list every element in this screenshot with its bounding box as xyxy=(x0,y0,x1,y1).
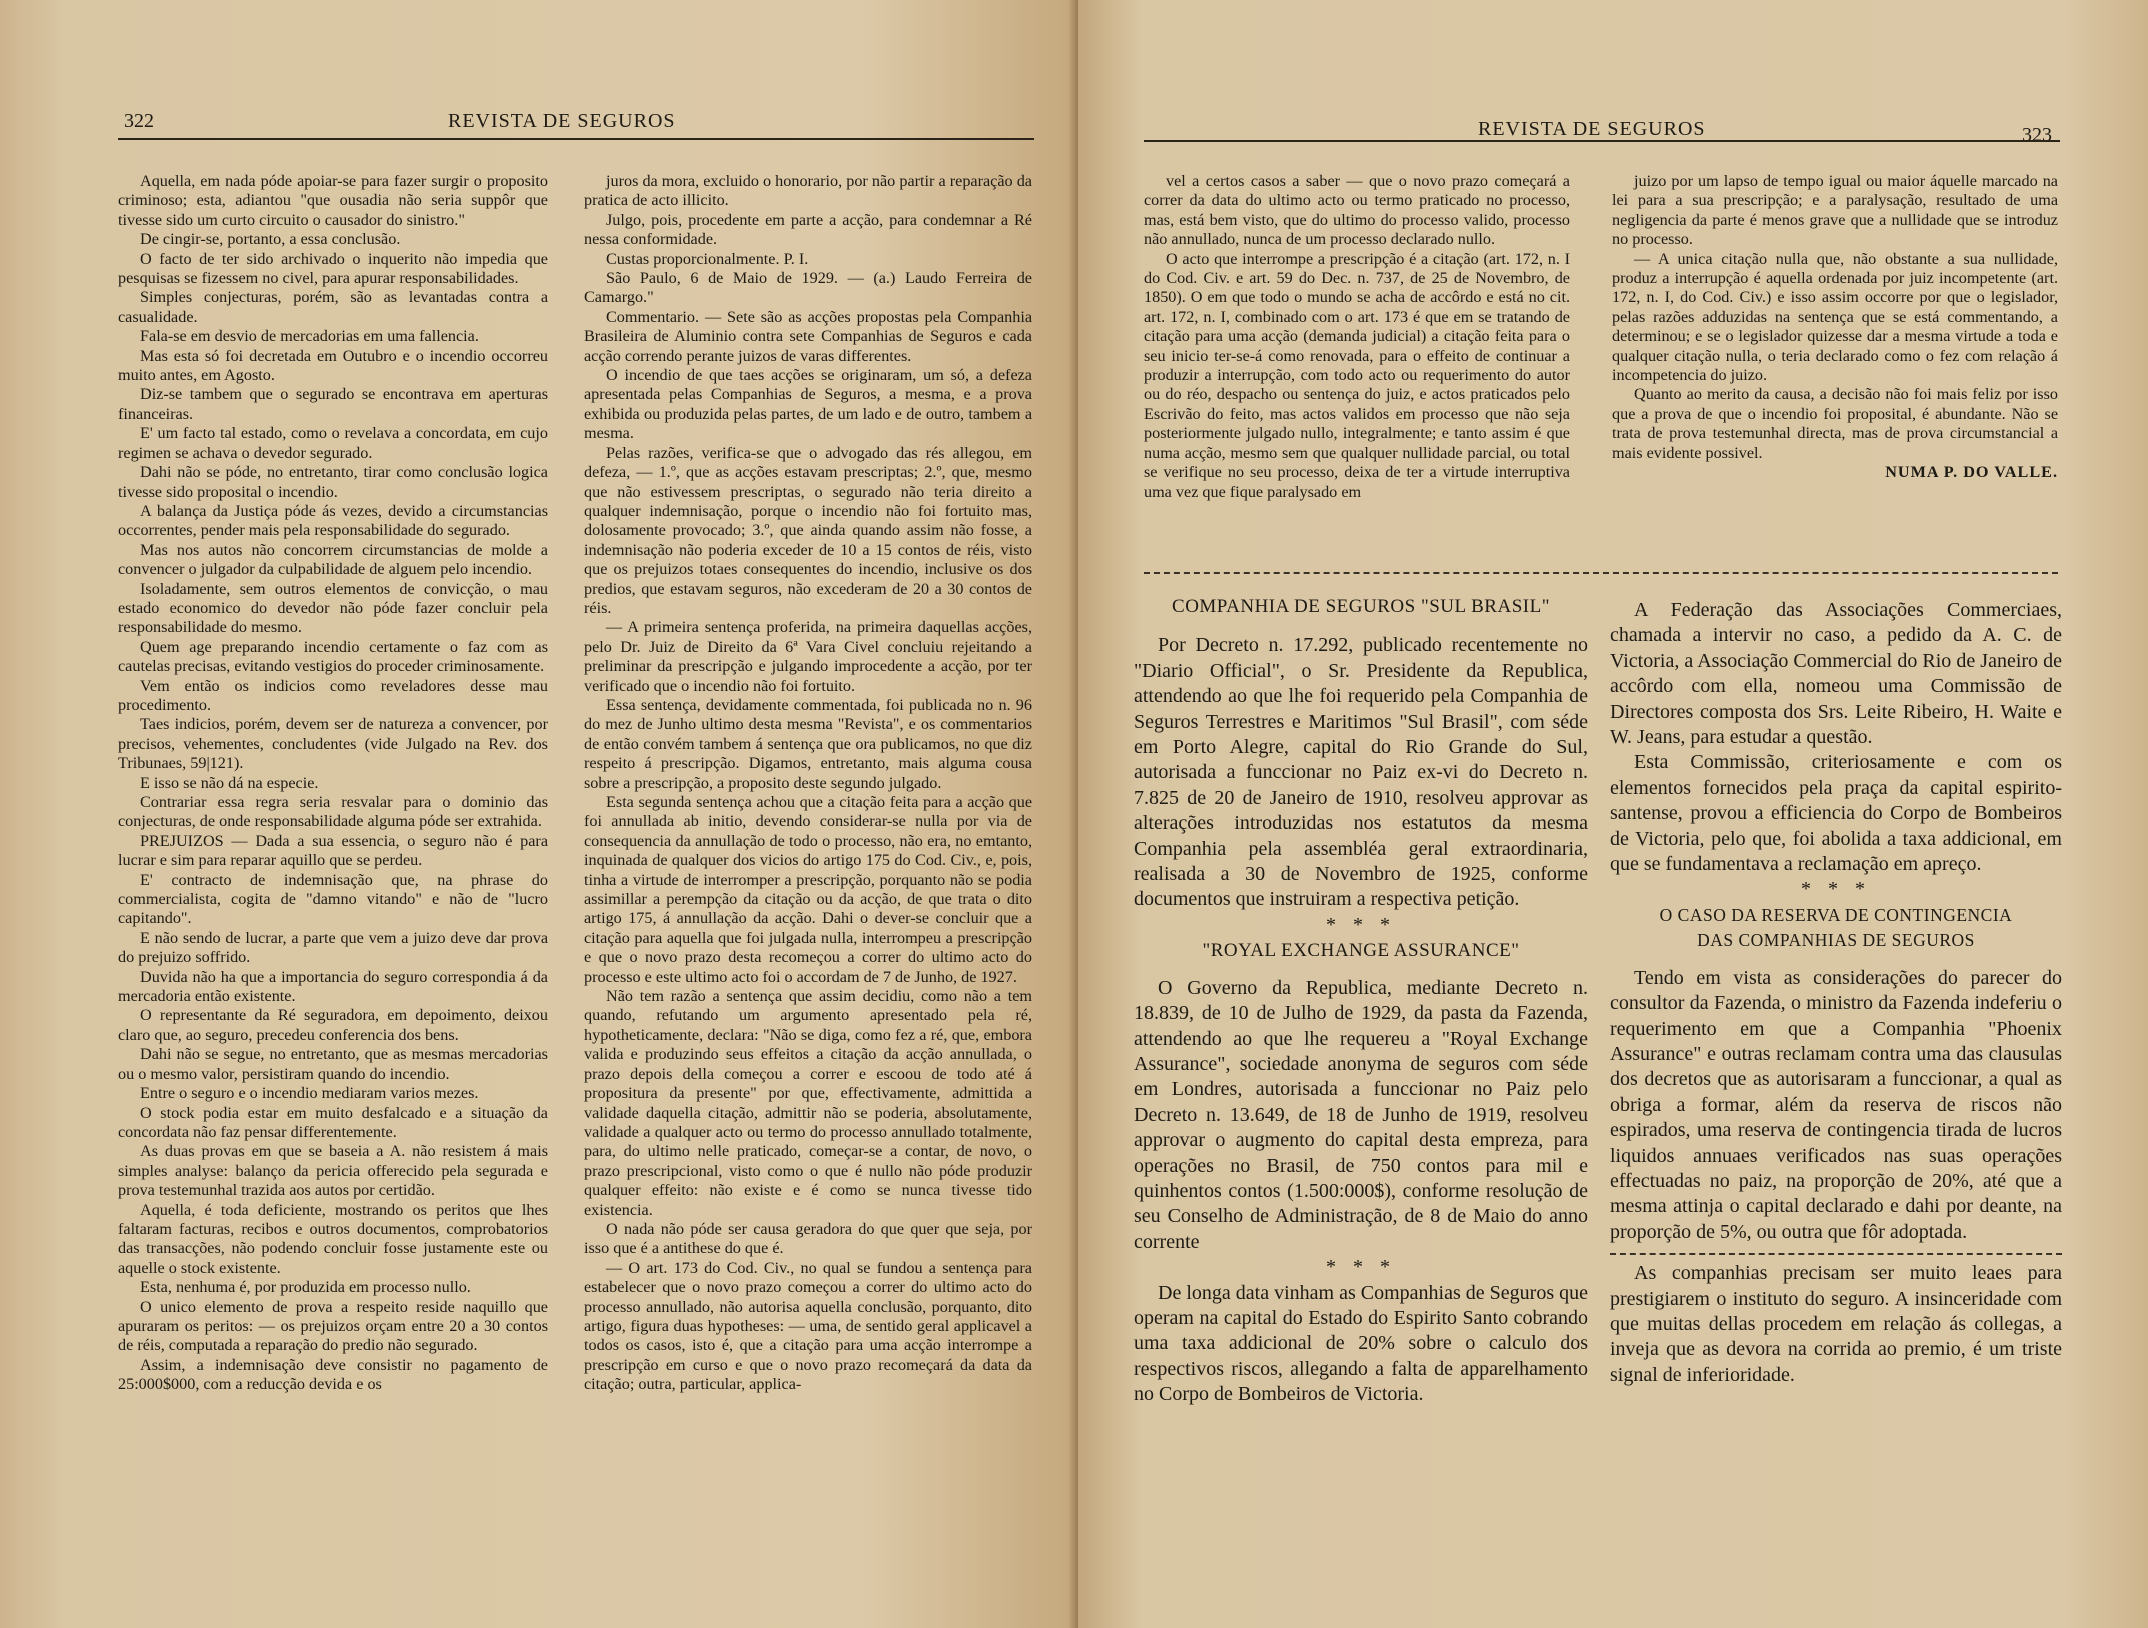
left-col1-paragraph: As duas provas em que se baseia a A. não resistem á mais simples analyse: balanço da pericia offerecido pela segurada e prova testemunhal trazida aos autos por certidão. xyxy=(118,1142,548,1200)
left-col1-paragraph: Mas esta só foi decretada em Outubro e o incendio occorreu muito antes, em Agosto. xyxy=(118,346,548,385)
reserva-text: Tendo em vista as considerações do parecer do consultor da Fazenda, o ministro da Fazenda indeferiu o requerimento em que a Companhia "Phoenix Assurance" e outras reclamam contra uma das clausulas dos decretos que as autorisaram a funccionar, a qual as obriga a formar, além da reserva de riscos não espirados, uma reserva de contingencia tirada de lucros liquidos annuaes verificados nas suas operações effectuadas no paiz, na proporção de 20%, até que a mesma attinja o capital declarado e dahi por deante, na proporção de 5%, ou outra que fôr adoptada. xyxy=(1610,966,2062,1243)
left-column-1 xyxy=(118,172,548,1582)
left-col1-paragraph: O stock podia estar em muito desfalcado e a situação da concordata não faz pensar differentemente. xyxy=(118,1103,548,1141)
left-col1-paragraph: Dahi não se póde, no entretanto, tirar como conclusão logica tivesse sido proposital o incendio. xyxy=(118,463,548,501)
left-col2-paragraph: — O art. 173 do Cod. Civ., no qual se fundou a sentença para estabelecer que o novo prazo começou a correr do ultimo acto do processo annullado, não autorisa aquella conclusão, porquanto, dito artigo, figura duas hypotheses: — uma, de sentido geral applicavel a todos os casos, isto é, que a citação para uma acção interrompe a prescripção em curso e que o novo prazo recomeçará da data da citação; outra, particular, applica- xyxy=(584,1258,1032,1394)
left-col1-paragraph: Duvida não ha que a importancia do seguro correspondia á da mercadoria então existente. xyxy=(118,967,548,1006)
left-col1-paragraph: Dahi não se segue, no entretanto, que as mesmas mercadorias ou o mesmo valor, persistiram quando do incendio. xyxy=(118,1045,548,1083)
right-top-col1-paragraph: O acto que interrompe a prescripção é a citação (art. 172, n. I do Cod. Civ. e art. 59 do Dec. n. 737, de 25 de Novembro, de 1850). O em que todo o mundo se acha de accôrdo e está no cit. art. 172, n. I, combinado com o art. 173 é que em se tratando de citação para uma acção (demanda judicial) a citação feita para o seu inicio ter-se-á como renovada, para o effeito de continuar a produzir a interrupção, com todo acto ou requerimento do autor ou do réo, despacho ou sentença do juiz, e actos praticados pelo Escrivão do feito, mas actos validos em processo que não seja posteriormente julgado nullo, integralmente; e tanto assim é que numa acção, mesmo sem que qualquer nullidade parcial, ou total se verifique no seu processo, deixa de ter a virtude interruptiva uma vez que fique paralysado em xyxy=(1144,249,1570,501)
royal-exchange-text: O Governo da Republica, mediante Decreto n. 18.839, de 10 de Julho de 1929, da pasta da Fazenda, attendendo ao que lhe requereu a "Royal Exchange Assurance", sociedade anonyma de seguros com séde em Londres, autorisada a funccionar no Paiz pelo Decreto n. 13.649, de 18 de Junho de 1919, resolveu approvar o augmento do capital desta empreza, para operações no Brasil, de 750 contos para mil e quinhentos contos (1.500:000$), conforme resolução de seu Conselho de Administração, de 8 de Maio do anno corrente xyxy=(1134,976,1588,1253)
left-col1-paragraph: PREJUIZOS — Dada a sua essencia, o seguro não é para lucrar e sim para reparar aquillo que se perdeu. xyxy=(118,831,548,870)
left-col1-paragraph: Entre o seguro e o incendio mediaram varios mezes. xyxy=(140,1084,479,1103)
left-col1-paragraph: O facto de ter sido archivado o inquerito não impedia que pesquisas se fizessem no civel, para apurar responsabilidades. xyxy=(118,249,548,288)
left-col2-paragraph: Essa sentença, devidamente commentada, foi publicada no n. 96 do mez de Junho ultimo desta mesma "Revista", e os commentarios de então convém tambem á sentença que ora publicamos, no que diz respeito á prescripção. Digamos, entretanto, mais alguma cousa sobre a prescripção, a proposito deste segundo julgado. xyxy=(584,695,1032,792)
left-col2-paragraph: O nada não póde ser causa geradora do que quer que seja, por isso que é a antithese do que é. xyxy=(584,1219,1032,1258)
right-top-col1-paragraph: vel a certos casos a saber — que o novo prazo começará a correr da data do ultimo acto ou termo praticado no processo, mas, está bem visto, que do ultimo do processo valido, processo não annullado, nunca de um processo declarado nullo. xyxy=(1144,172,1570,249)
right-top-column-2 xyxy=(1612,172,2058,556)
left-col1-paragraph: Aquella, em nada póde apoiar-se para fazer surgir o proposito criminoso; esta, adiantou "que ousadia não seria suppôr que tivesse sido um curto circuito o causador do sinistro." xyxy=(118,172,548,229)
right-page xyxy=(1078,0,2148,1628)
running-head-right: REVISTA DE SEGUROS xyxy=(1478,118,1706,140)
right-bottom-column-2 xyxy=(1610,598,2062,1604)
closing-text: As companhias precisam ser muito leaes para prestigiarem o instituto do seguro. A insinceridade com que muitas dellas procedem em relação ás collegas, a inveja que as devora na corrida ao premio, é um triste signal de inferioridade. xyxy=(1610,1262,2062,1386)
left-col1-paragraph: Fala-se em desvio de mercadorias em uma fallencia. xyxy=(140,327,479,346)
espirito-santo-text: De longa data vinham as Companhias de Seguros que operam na capital do Estado do Espirito Santo cobrando uma taxa addicional de 20% sobre o calculo dos respectivos riscos, allegando a falta de apparelhamento no Corpo de Bombeiros de Victoria. xyxy=(1134,1281,1588,1406)
running-head-left: REVISTA DE SEGUROS xyxy=(448,110,676,132)
right-top-column-1 xyxy=(1144,172,1570,534)
left-col1-paragraph: Simples conjecturas, porém, são as levantadas contra a casualidade. xyxy=(118,288,548,326)
left-col2-paragraph: Custas proporcionalmente. P. I. xyxy=(606,249,809,268)
left-col1-paragraph: E' um facto tal estado, como o revelava a concordata, em cujo regimen se achava o devedor segurado. xyxy=(118,424,548,462)
reserva-heading-line-2: DAS COMPANHIAS DE SEGUROS xyxy=(1697,930,1975,951)
left-col1-paragraph: Esta, nenhuma é, por produzida em processo nullo. xyxy=(140,1278,471,1297)
left-col1-paragraph: Aquella, é toda deficiente, mostrando os peritos que lhes faltaram facturas, recibos e outros documentos, comprobatorios das transacções, não podendo concluir fosse justamente este ou aquelle o stock existente. xyxy=(118,1200,548,1277)
left-col1-paragraph: E isso se não dá na especie. xyxy=(140,773,319,792)
right-top-col2-paragraph: — A unica citação nulla que, não obstante a sua nullidade, produz a interrupção é aquella ordenada por juiz incompetente (art. 172, n. I, do Cod. Civ.) e isso assim occorre por que o legislador, pelas razões adduzidas na sentença que se está commentando, a determinou; e se o legislador quizesse dar a mesma virtude a toda e qualquer citação nulla, o teria declarado como o fez com relação á incompetencia do juizo. xyxy=(1612,249,2058,385)
reserva-heading-line-1: O CASO DA RESERVA DE CONTINGENCIA xyxy=(1659,904,2013,925)
header-rule-right xyxy=(1144,140,2060,142)
left-col1-paragraph: Taes indicios, porém, devem ser de natureza a convencer, por precisos, vehementes, concludentes (vide Julgado na Rev. dos Tribunaes, 59|121). xyxy=(118,715,548,773)
left-col2-paragraph: Julgo, pois, procedente em parte a acção, para condemnar a Ré nessa conformidade. xyxy=(584,210,1032,249)
left-col2-paragraph: Esta segunda sentença achou que a citação feita para a acção que foi annullada ab initio, devendo considerar-se nulla por via de consequencia da annullação de todo o processo, não era, no emtanto, inquinada de qualquer dos vicios do artigo 175 do Cod. Civ., e, pois, tinha a virtude de interromper a prescripção, porquanto não se podia assimillar a perempção da citação ou da acção, de que trata o dito artigo 175, á annullação da acção. Dahi o dever-se concluir que a citação para aquella que foi julgada nulla, interrompeu a prescripção e que o novo prazo desta recomeçou a correr do ultimo acto do processo e este ultimo acto foi o accordam de 7 de Junho, de 1927. xyxy=(584,793,1032,986)
right-bottom-column-1 xyxy=(1134,594,1588,1604)
signature: NUMA P. DO VALLE. xyxy=(1885,463,2058,482)
left-col1-paragraph: O unico elemento de prova a respeito reside naquillo que apuraram os peritos: — os prejuizos orçam entre 20 a 30 contos de réis, computada a reparação do predio não segurado. xyxy=(118,1297,548,1355)
left-col1-paragraph: Assim, a indemnisação deve consistir no pagamento de 25:000$000, com a reducção devida e os xyxy=(118,1355,548,1394)
left-col2-paragraph: juros da mora, excluido o honorario, por não partir a reparação da pratica de acto illicito. xyxy=(584,172,1032,210)
left-col1-paragraph: Isoladamente, sem outros elementos de convicção, o mau estado economico do devedor não póde fazer concluir pela responsabilidade do mesmo. xyxy=(118,579,548,637)
right-top-col2-paragraph: Quanto ao merito da causa, a decisão não foi mais feliz por isso que a prova de que o incendio foi proposital, é abundante. Não se trata de prova testemunhal directa, mas de prova circumstancial a mais evidente possivel. xyxy=(1612,385,2058,462)
left-col2-paragraph: O incendio de que taes acções se originaram, um só, a defeza apresentada pelas Companhias de Seguros, a mesma, e a prova exhibida ou produzida pelas partes, de um lado e de outro, tambem a mesma. xyxy=(584,366,1032,443)
left-col1-paragraph: De cingir-se, portanto, a essa conclusão. xyxy=(140,230,401,249)
left-col1-paragraph: Mas nos autos não concorrem circumstancias de molde a convencer o julgador da culpabilidade de alguem pelo incendio. xyxy=(118,540,548,579)
right-top-column-2-body xyxy=(1612,172,2058,463)
left-col2-paragraph: Pelas razões, verifica-se que o advogado das rés allegou, em defeza, — 1.º, que as acções estavam prescriptas; 2.º, que, mesmo que não estivessem prescriptas, o segurado não teria direito a qualquer indemnisação, porque o incendio não foi fortuito mas, dolosamente provocado; 3.º, que ainda quando assim não fosse, a indemnisação não poderia exceder de 10 a 15 contos de réis, visto que os prejuizos totaes consequentes do incendio, inclusive os dos predios, que estavam seguros, não excederam de 20 a 30 contos de réis. xyxy=(584,443,1032,617)
section-divider xyxy=(1144,572,2058,574)
left-col1-paragraph: O representante da Ré seguradora, em depoimento, deixou claro que, ao seguro, precedeu conferencia dos bens. xyxy=(118,1006,548,1044)
page-number-right: 323 xyxy=(2022,124,2052,146)
section-stars-2: * * * xyxy=(1326,1256,1396,1279)
left-col2-paragraph: Não tem razão a sentença que assim decidiu, como não a tem quando, refutando um argumento apresentado pela ré, hypotheticamente, declara: "Não se diga, como fez a ré, que, embora valida e produzindo seus effeitos a citação da acção annullada, o prazo depois della começou a correr e escoou de todo até á propositura da presente" por que, effectivamente, admittida a validade daquella citação, admittir não se poderia, absolutamente, validade a qualquer acto ou termo do processo annullado totalmente, para, do ultimo nelle praticado, começar-se a contar, de novo, o prazo prescripcional, visto como o que é nullo não póde produzir qualquer effeito: não existe e é como se nunca tivesse tido existencia. xyxy=(584,987,1032,1219)
left-col2-paragraph: Commentario. — Sete são as acções propostas pela Companhia Brasileira de Aluminio contra sete Companhias de Seguros e cada acção correndo perante juizos de varas differentes. xyxy=(584,307,1032,365)
left-col1-paragraph: Diz-se tambem que o segurado se encontrava em aperturas financeiras. xyxy=(118,385,548,423)
section-stars-1: * * * xyxy=(1326,913,1396,936)
left-col1-paragraph: E' contracto de indemnisação que, na phrase do commercialista, cogita de "damno vitando" e não de "lucro capitando". xyxy=(118,870,548,928)
right-top-col2-paragraph: juizo por um lapso de tempo igual ou maior áquelle marcado na lei para a sua prescripção; e a paralysação, resultado de uma negligencia da parte é menos grave que a nullidade que se introduz no processo. xyxy=(1612,172,2058,249)
header-rule-left xyxy=(118,138,1034,140)
left-col2-paragraph: São Paulo, 6 de Maio de 1929. — (a.) Laudo Ferreira de Camargo." xyxy=(584,269,1032,307)
left-column-2 xyxy=(584,172,1032,1582)
page-number-left: 322 xyxy=(124,110,154,132)
left-col1-paragraph: Quem age preparando incendio certamente o faz com as cautelas precisas, evitando vestigios do proceder criminosamente. xyxy=(118,637,548,676)
closing-divider xyxy=(1610,1253,2062,1255)
sul-brasil-heading: COMPANHIA DE SEGUROS "SUL BRASIL" xyxy=(1172,596,1550,617)
left-col1-paragraph: A balança da Justiça póde ás vezes, devido a circumstancias occorrentes, pender mais pela responsabilidade do segurado. xyxy=(118,501,548,540)
section-stars-3: * * * xyxy=(1801,878,1871,901)
federacao-paragraph-2: Esta Commissão, criteriosamente e com os elementos fornecidos pela praça da capital espirito-santense, provou a efficiencia do Corpo de Bombeiros de Victoria, pelo que, foi abolida a taxa addicional, em que se fundamentava a reclamação em apreço. xyxy=(1610,751,2062,876)
left-col1-paragraph: E não sendo de lucrar, a parte que vem a juizo deve dar prova do prejuizo soffrido. xyxy=(118,928,548,967)
sul-brasil-text: Por Decreto n. 17.292, publicado recentemente no "Diario Official", o Sr. Presidente da Republica, attendendo ao que lhe foi requerido pela Companhia de Seguros Terrestres e Maritimos "Sul Brasil", com séde em Porto Alegre, capital do Rio Grande do Sul, autorisada a funccionar no Paiz ex-vi do Decreto n. 7.825 de 20 de Janeiro de 1910, resolveu approvar as alterações introduzidas nos estatutos da mesma Companhia pela assembléa geral extraordinaria, realisada a 30 de Novembro de 1925, conforme documentos que instruiram a respectiva petição. xyxy=(1134,634,1588,911)
left-col1-paragraph: Vem então os indicios como reveladores desse mau procedimento. xyxy=(118,676,548,714)
left-col1-paragraph: Contrariar essa regra seria resvalar para o dominio das conjecturas, de onde responsabilidade alguma póde ser extrahida. xyxy=(118,793,548,831)
federacao-paragraph-1: A Federação das Associações Commerciaes, chamada a intervir no caso, a pedido da A. C. de Victoria, a Associação Commercial do Rio de Janeiro de accôrdo com ella, nomeou uma Commissão de Directores composta dos Srs. Leite Ribeiro, H. Waite e W. Jeans, para estudar a questão. xyxy=(1610,599,2062,749)
royal-exchange-heading: "ROYAL EXCHANGE ASSURANCE" xyxy=(1202,940,1520,962)
left-col2-paragraph: — A primeira sentença proferida, na primeira daquellas acções, pelo Dr. Juiz de Direito da 6ª Vara Civel concluiu rejeitando a preliminar da prescripção e julgando improcedente a acção, por ter verificado que o incendio não foi fortuito. xyxy=(584,618,1032,695)
